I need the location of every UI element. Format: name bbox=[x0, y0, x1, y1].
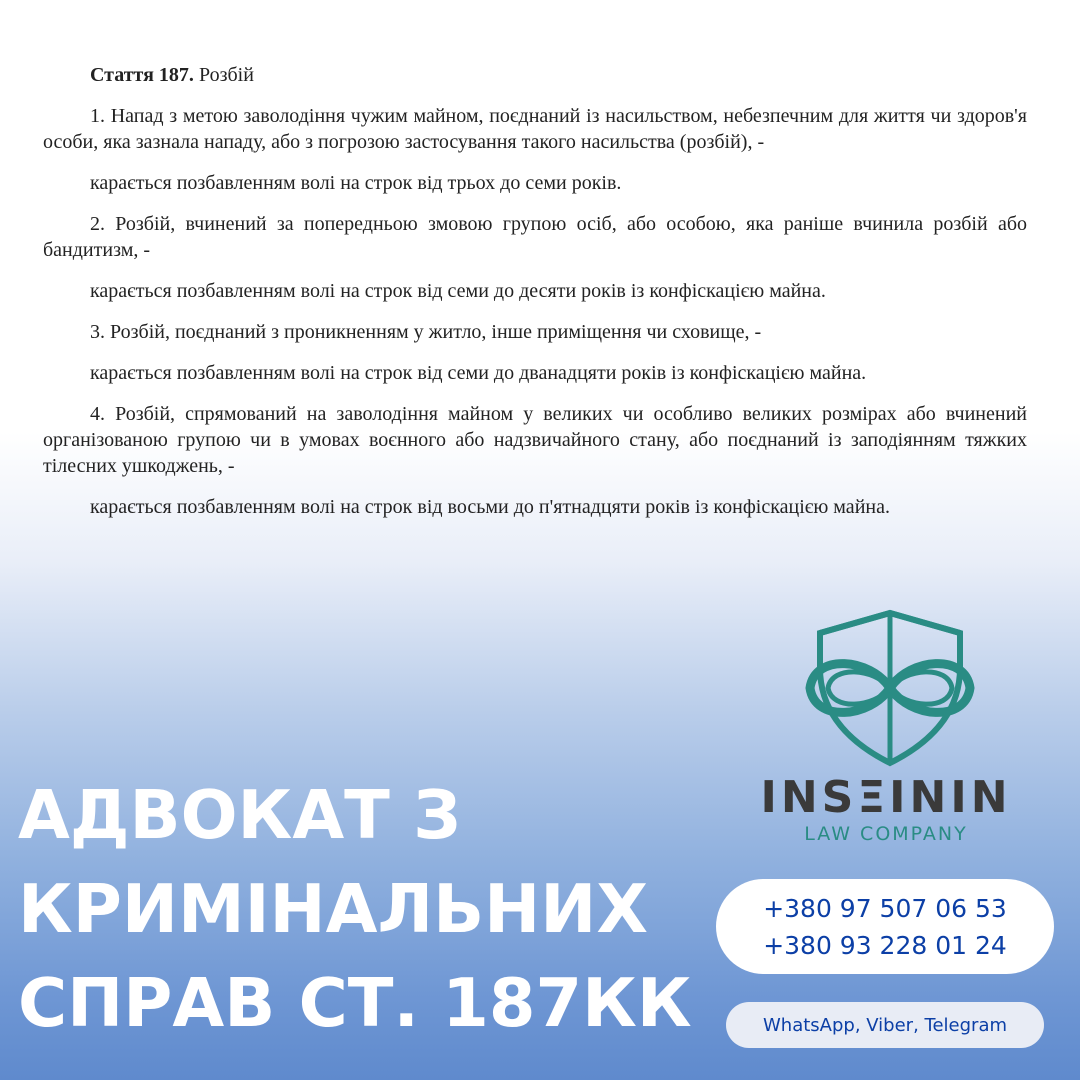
brand-subtitle: LAW COMPANY bbox=[804, 823, 968, 845]
article-text bbox=[43, 62, 1027, 535]
article-name: Розбій bbox=[193, 64, 254, 86]
brand-name: INSΞININ bbox=[760, 772, 1012, 823]
article-paragraph: 3. Розбій, поєднаний з проникненням у житло, інше приміщення чи сховище, - bbox=[90, 321, 762, 343]
article-number: Стаття 187. bbox=[90, 64, 194, 86]
shield-infinity-logo-icon bbox=[790, 608, 990, 768]
article-paragraph: 1. Напад з метою заволодіння чужим майном, поєднаний із насильством, небезпечним для життя чи здоров'я особи, яка зазнала нападу, або з погрозою застосування такого насильства (розбій), - bbox=[43, 105, 1027, 153]
messengers-badge: WhatsApp, Viber, Telegram bbox=[726, 1002, 1044, 1048]
article-paragraph: карається позбавленням волі на строк від семи до дванадцяти років із конфіскацією майна. bbox=[90, 362, 867, 384]
article-paragraph: 2. Розбій, вчинений за попередньою змовою групою осіб, або особою, яка раніше вчинила розбій або бандитизм, - bbox=[43, 213, 1027, 261]
headline-line: СПРАВ СТ. 187КК bbox=[18, 964, 692, 1042]
headline-line: АДВОКАТ З bbox=[18, 776, 461, 854]
article-paragraph: карається позбавленням волі на строк від семи до десяти років із конфіскацією майна. bbox=[90, 280, 826, 302]
article-title bbox=[43, 62, 1027, 88]
phone-numbers-box bbox=[716, 879, 1054, 974]
article-paragraph: 4. Розбій, спрямований на заволодіння майном у великих чи особливо великих розмірах або вчинений організованою групою чи в умовах воєнного або надзвичайного стану, або поєднаний із заподіянням тяжких тілесних ушкоджень, - bbox=[43, 403, 1027, 477]
phone-link[interactable]: +380 93 228 01 24 bbox=[763, 930, 1007, 960]
article-paragraph: карається позбавленням волі на строк від трьох до семи років. bbox=[90, 172, 622, 194]
article-paragraph: карається позбавленням волі на строк від восьми до п'ятнадцяти років із конфіскацією майна. bbox=[90, 496, 890, 518]
headline bbox=[18, 768, 718, 1050]
headline-line: КРИМІНАЛЬНИХ bbox=[18, 870, 648, 948]
phone-link[interactable]: +380 97 507 06 53 bbox=[763, 893, 1007, 923]
